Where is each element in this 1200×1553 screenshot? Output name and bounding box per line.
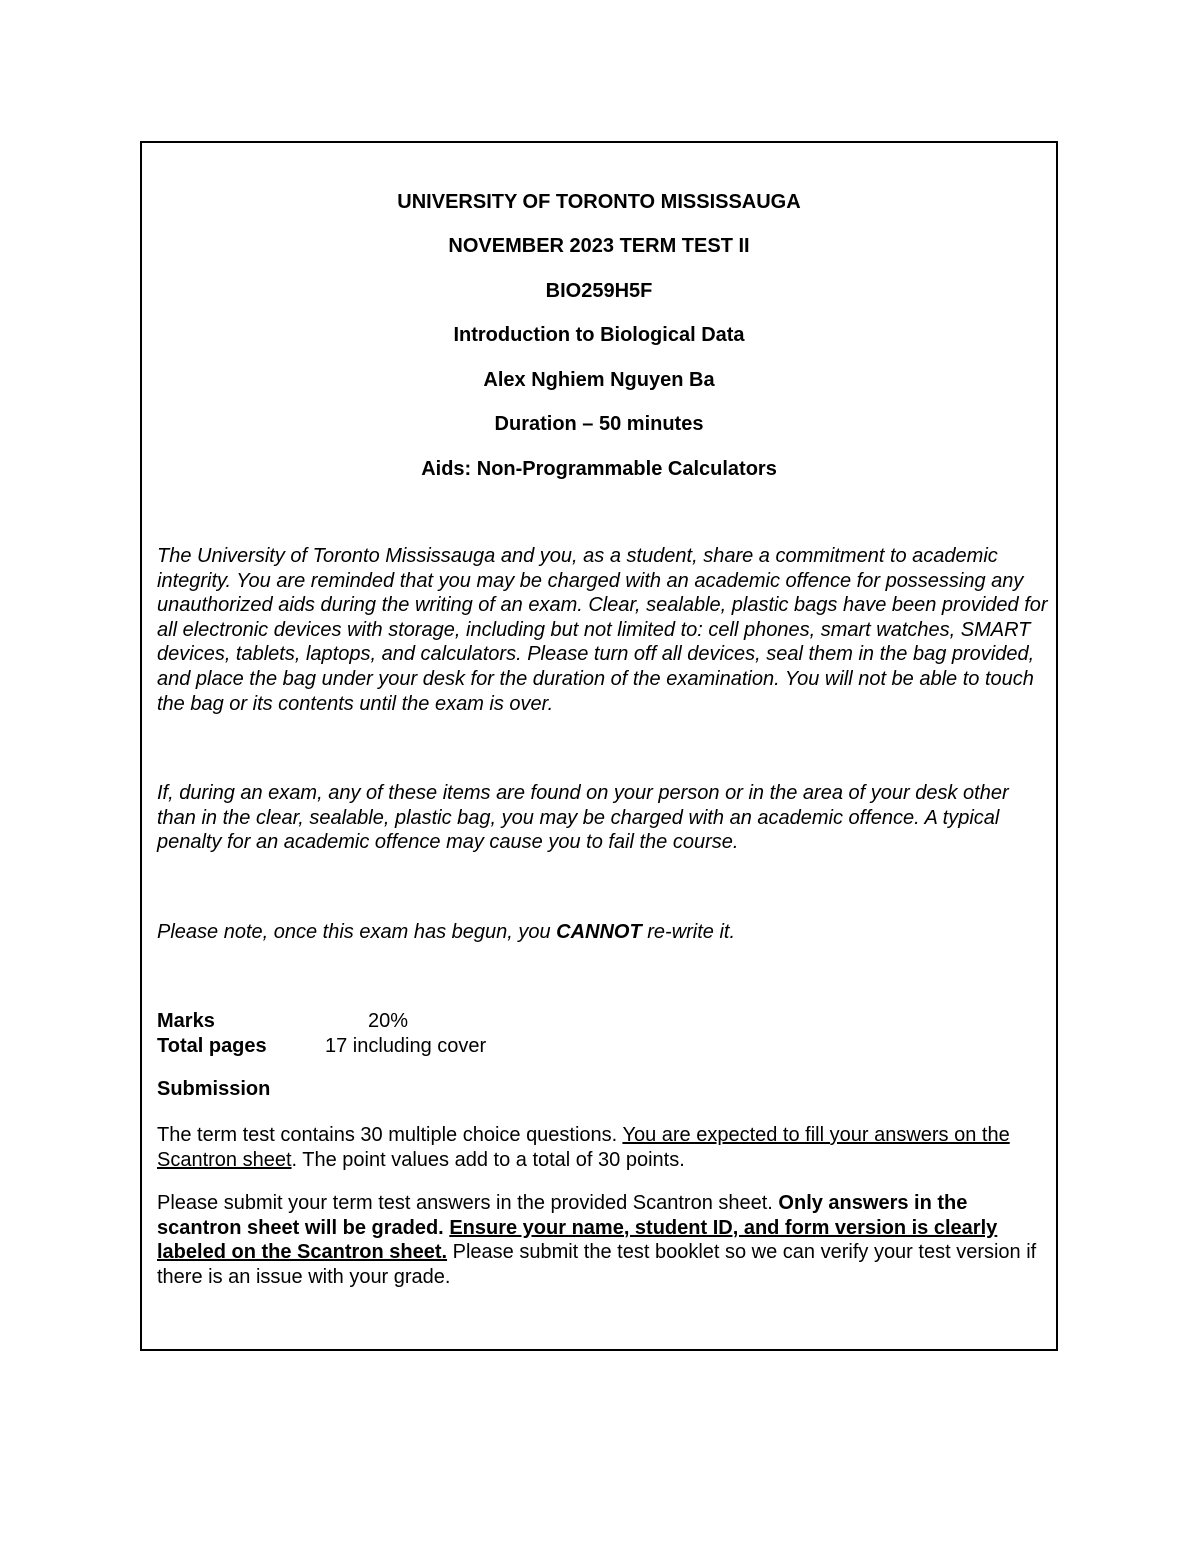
rewrite-note-end: re-write it. [641, 921, 736, 943]
graded-notice: Only answers in the scantron sheet will be graded. [157, 1192, 968, 1239]
submission-p1-end: . The point values add to a total of 30 points. [291, 1148, 685, 1171]
course-title: Introduction to Biological Data [453, 324, 745, 346]
instructor-name: Alex Nghiem Nguyen Ba [483, 369, 715, 391]
university-name: UNIVERSITY OF TORONTO MISSISSAUGA [397, 191, 801, 213]
marks-value: 20% [368, 1010, 409, 1032]
integrity-paragraph: The University of Toronto Mississauga and you, as a student, share a commitment to academic integrity. You are reminded that you may be charged with an academic offence for possessing any unauthorized aids during the writing of an exam. Clear, sealable, plastic bags have been provided for all electronic devices with storage, including but not limited to: cell phones, smart watches, SMART devices, tablets, laptops, and calculators. Please turn off all devices, seal them in the bag provided, and place the bag under your desk for the duration of the examination. You will not be able to touch the bag or its contents until the exam is over. [157, 545, 1048, 715]
allowed-aids: Aids: Non-Programmable Calculators [421, 458, 777, 480]
rewrite-note-emphasis: CANNOT [556, 921, 642, 943]
course-code: BIO259H5F [545, 280, 653, 302]
total-pages-value: 17 including cover [325, 1035, 487, 1057]
penalty-paragraph: If, during an exam, any of these items are found on your person or in the area of your desk other than in the clear, sealable, plastic bag, you may be charged with an academic offence. A typical penalty for an academic offence may cause you to fail the course. [157, 782, 1009, 854]
total-pages-label: Total pages [157, 1035, 267, 1057]
submission-p1-text: The term test contains 30 multiple choice questions. [157, 1124, 623, 1146]
submission-p2-text: Please submit your term test answers in the provided Scantron sheet. [157, 1192, 779, 1214]
test-title: NOVEMBER 2023 TERM TEST II [448, 235, 750, 257]
submission-paragraph-2 [157, 1191, 1052, 1289]
submission-heading: Submission [157, 1078, 271, 1100]
submission-p2-end: Please submit the test booklet so we can verify your test version if there is an issue with your grade. [157, 1241, 1037, 1288]
scantron-instruction: You are expected to fill your answers on the Scantron sheet [157, 1124, 1010, 1171]
cover-page-box [140, 141, 1058, 1351]
duration: Duration – 50 minutes [494, 413, 704, 435]
total-pages-row [157, 1034, 1052, 1058]
labeling-notice: Ensure your name, student ID, and form version is clearly labeled on the Scantron sheet. [157, 1216, 998, 1264]
rewrite-note [157, 920, 1052, 945]
submission-paragraph-1 [157, 1123, 1052, 1172]
marks-row [157, 1009, 1052, 1033]
marks-label: Marks [157, 1010, 215, 1032]
rewrite-note-start: Please note, once this exam has begun, you [157, 921, 557, 943]
